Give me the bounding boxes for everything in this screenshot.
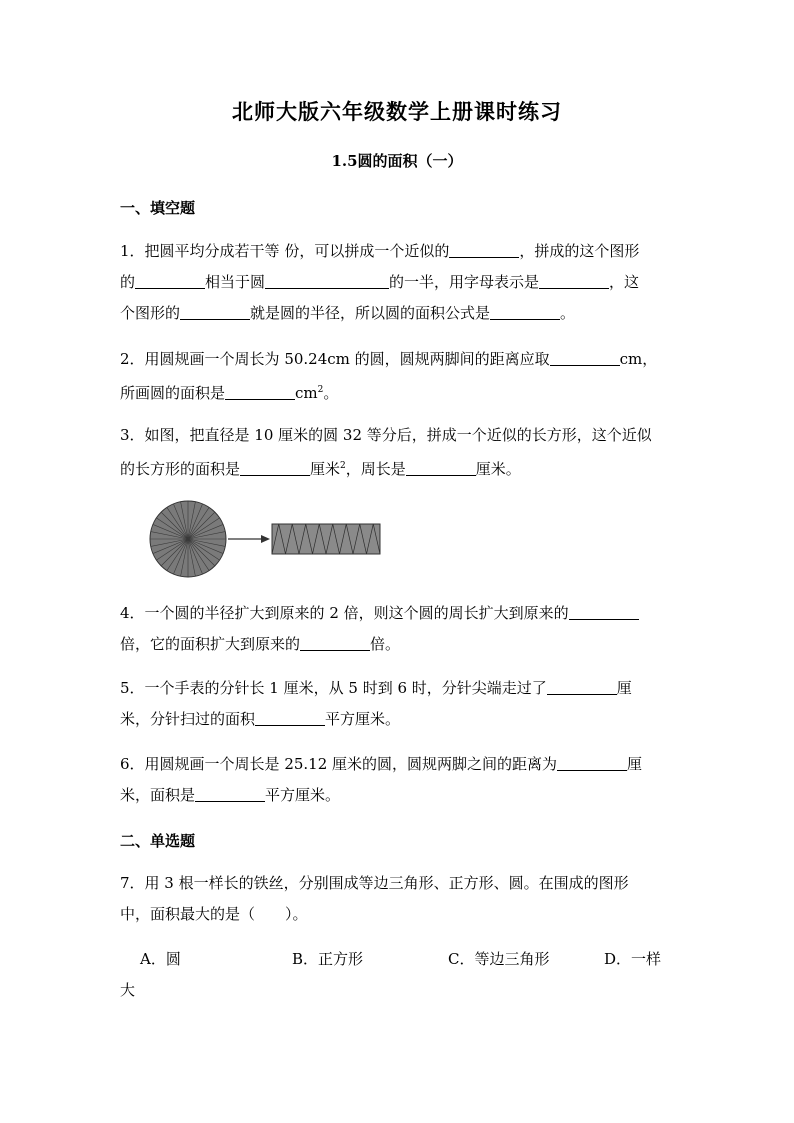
- q3-text: ，周长是: [345, 460, 406, 478]
- q1-text: 的: [120, 273, 136, 291]
- q6-text: 厘: [627, 755, 643, 773]
- question-3: [120, 420, 670, 485]
- q3-text: 3．如图，把直径是 10 厘米的圆 32 等分后，拼成一个近似的长方形，这个近似: [120, 426, 652, 444]
- answer-blank[interactable]: [557, 754, 627, 771]
- q2-unit: cm: [295, 384, 318, 402]
- option-d-wrap: 大: [120, 981, 136, 999]
- section-single-choice: 二、单选题: [120, 832, 196, 850]
- q7-text: 中，面积最大的是（ ）。: [120, 905, 308, 923]
- question-5: [120, 673, 670, 735]
- q1-text: 相当于圆: [205, 273, 266, 291]
- q5-text: 米，分针扫过的面积: [120, 710, 256, 728]
- q1-text: 1．把圆平均分成若干等 份，可以拼成一个近似的: [120, 242, 450, 260]
- q1-text: 个图形的: [120, 304, 181, 322]
- question-1: [120, 236, 670, 329]
- question-6: [120, 749, 670, 811]
- q6-text: 6．用圆规画一个周长是 25.12 厘米的圆，圆规两脚之间的距离为: [120, 755, 558, 773]
- q3-text: 厘米。: [475, 460, 521, 478]
- answer-blank[interactable]: [135, 272, 205, 289]
- answer-blank[interactable]: [225, 383, 295, 400]
- q3-text: 的长方形的面积是: [120, 460, 241, 478]
- q1-text: 就是圆的半径，所以圆的面积公式是: [250, 304, 491, 322]
- answer-blank[interactable]: [569, 603, 639, 620]
- rectangle-outline: [272, 524, 380, 554]
- q5-text: 厘: [616, 679, 632, 697]
- q2-text: cm，: [619, 350, 658, 368]
- q1-text: ，这: [609, 273, 640, 291]
- q4-text: 倍。: [370, 635, 401, 653]
- circle-to-rectangle-figure: [148, 496, 388, 582]
- question-7: [120, 868, 670, 930]
- answer-blank[interactable]: [406, 459, 476, 476]
- rearranged-rectangle: [272, 524, 380, 554]
- option-b[interactable]: B．正方形: [292, 950, 364, 968]
- arrow-head: [261, 535, 270, 543]
- sectioned-circle: [150, 501, 226, 577]
- q5-text: 5．一个手表的分针长 1 厘米，从 5 时到 6 时，分针尖端走过了: [120, 679, 547, 697]
- answer-blank[interactable]: [195, 785, 265, 802]
- q4-text: 4．一个圆的半径扩大到原来的 2 倍，则这个圆的周长扩大到原来的: [120, 604, 569, 622]
- q1-text: ，拼成的这个图形: [519, 242, 640, 260]
- q7-text: 7．用 3 根一样长的铁丝，分别围成等边三角形、正方形、圆。在围成的图形: [120, 874, 629, 892]
- answer-blank[interactable]: [550, 349, 620, 366]
- q2-text: 2．用圆规画一个周长为 50.24cm 的圆，圆规两脚间的距离应取: [120, 350, 550, 368]
- answer-blank[interactable]: [180, 303, 250, 320]
- option-d[interactable]: D．一样: [604, 950, 662, 968]
- section-fill-in-blank: 一、填空题: [120, 199, 196, 217]
- q1-text: 的一半，用字母表示是: [389, 273, 540, 291]
- answer-blank[interactable]: [300, 634, 370, 651]
- q1-text: 。: [560, 304, 576, 322]
- option-a[interactable]: A．圆: [140, 950, 181, 968]
- question-2: [120, 344, 670, 409]
- option-c[interactable]: C．等边三角形: [448, 950, 550, 968]
- q4-text: 倍，它的面积扩大到原来的: [120, 635, 301, 653]
- q3-unit: 厘米: [310, 460, 341, 478]
- q2-unit-exponent: 2: [317, 385, 324, 395]
- question-4: [120, 598, 670, 660]
- answer-blank[interactable]: [539, 272, 609, 289]
- q5-text: 平方厘米。: [325, 710, 401, 728]
- q2-text: 。: [323, 384, 339, 402]
- answer-blank[interactable]: [255, 709, 325, 726]
- answer-blank[interactable]: [547, 678, 617, 695]
- worksheet-title: 北师大版六年级数学上册课时练习: [232, 99, 562, 124]
- answer-blank[interactable]: [449, 241, 519, 258]
- q6-text: 平方厘米。: [265, 786, 341, 804]
- answer-blank[interactable]: [490, 303, 560, 320]
- q6-text: 米，面积是: [120, 786, 196, 804]
- answer-blank[interactable]: [265, 272, 389, 289]
- q2-text: 所画圆的面积是: [120, 384, 226, 402]
- answer-blank[interactable]: [240, 459, 310, 476]
- q3-unit-exponent: 2: [340, 461, 346, 471]
- lesson-subtitle: 1.5圆的面积（一）: [331, 152, 463, 170]
- question-7-options: [120, 944, 680, 1006]
